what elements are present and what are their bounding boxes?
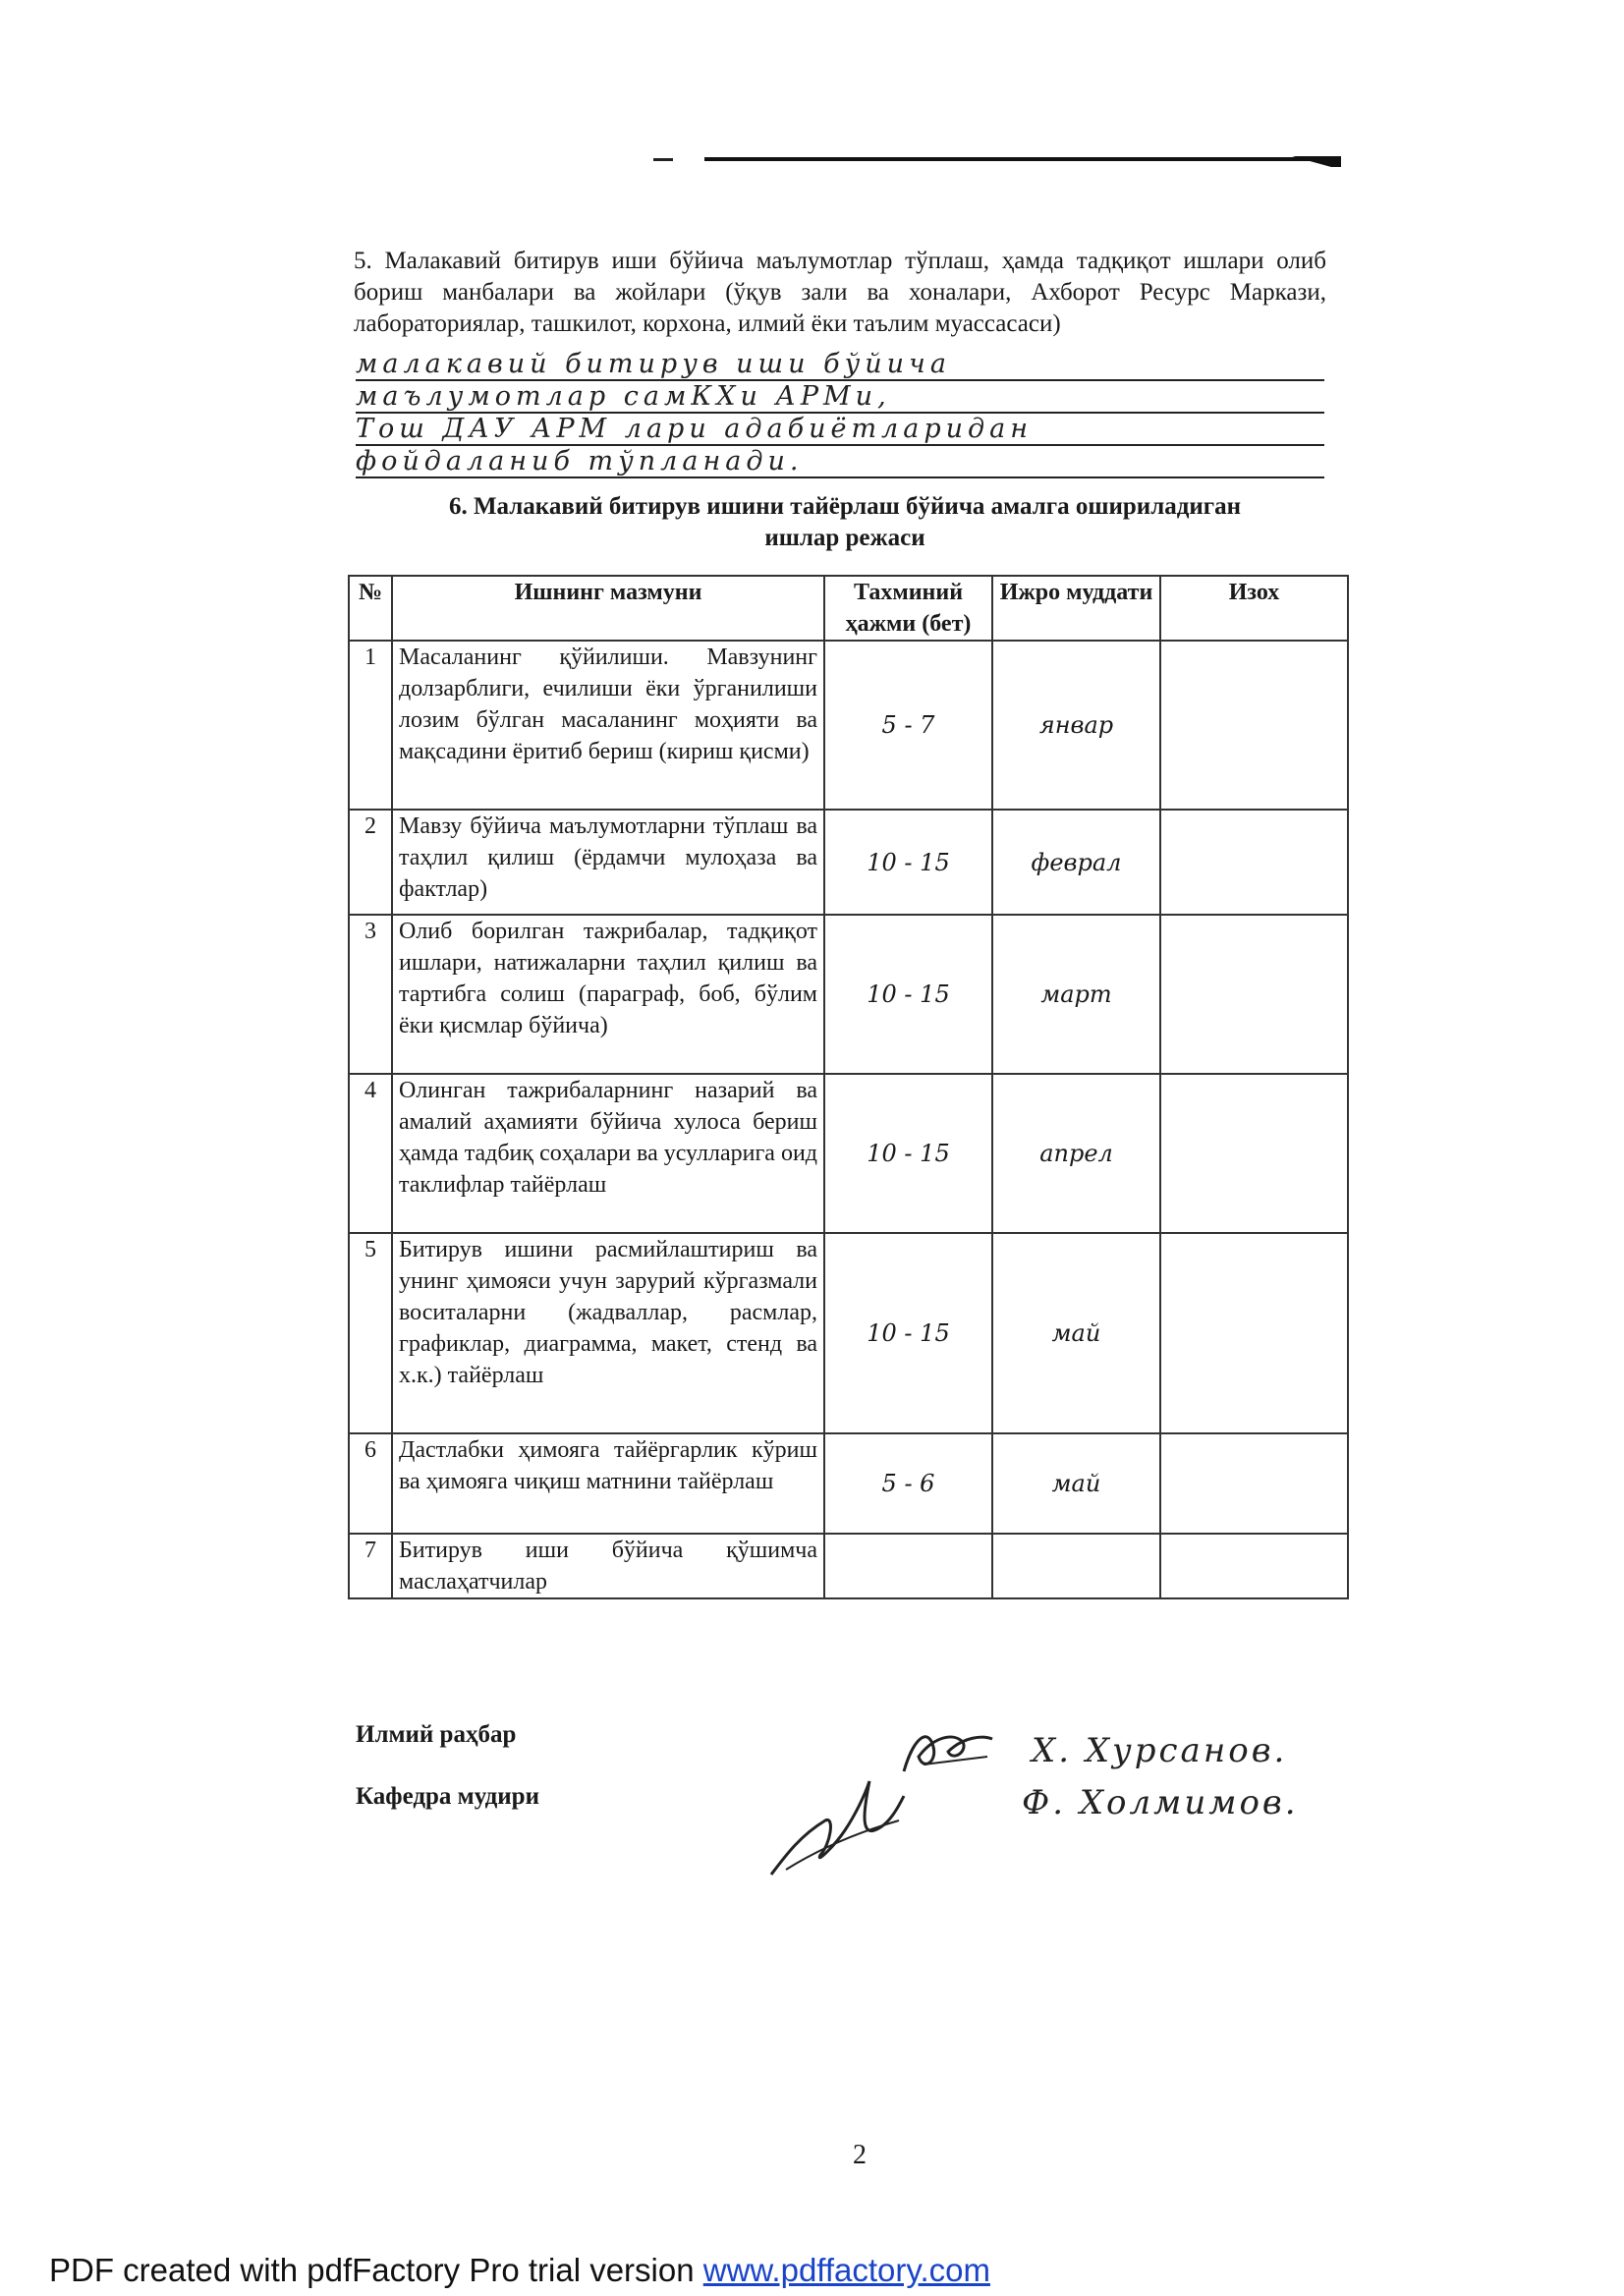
footer-text: PDF created with pdfFactory Pro trial version (49, 2252, 703, 2288)
row-note (1160, 1433, 1348, 1534)
row-num: 3 (349, 915, 392, 1074)
header-volume: Тахминий ҳажми (бет) (824, 576, 992, 641)
row-volume: 10 - 15 (824, 810, 992, 915)
row-deadline: май (992, 1233, 1160, 1433)
handwritten-line-1: малакавий битирув иши бўйича (356, 347, 1324, 381)
row-num: 4 (349, 1074, 392, 1233)
row-content: Битирув иши бўйича қўшимча маслаҳатчилар (392, 1534, 824, 1598)
row-note (1160, 1534, 1348, 1598)
row-volume: 10 - 15 (824, 1074, 992, 1233)
row-note (1160, 915, 1348, 1074)
section-6-title (373, 491, 1316, 554)
top-rule (653, 153, 1341, 167)
row-deadline: январ (992, 641, 1160, 810)
row-note (1160, 641, 1348, 810)
row-num: 2 (349, 810, 392, 915)
table-row (349, 1433, 1348, 1534)
row-content: Олинган тажрибаларнинг назарий ва амалий аҳамияти бўйича хулоса бериш ҳамда тадбиқ соҳалари ва усулларига оид таклифлар тайёрлаш (392, 1074, 824, 1233)
row-deadline (992, 1534, 1160, 1598)
table-row (349, 915, 1348, 1074)
row-content: Битирув ишини расмийлаштириш ва унинг ҳимояси учун зарурий кўргазмали воситаларни (жадваллар, расмлар, графиклар, диаграмма, макет, стенд ва х.к.) тайёрлаш (392, 1233, 824, 1433)
row-volume: 10 - 15 (824, 1233, 992, 1433)
row-content: Дастлабки ҳимояга тайёргарлик кўриш ва ҳимояга чиқиш матнини тайёрлаш (392, 1433, 824, 1534)
footer-link[interactable]: www.pdffactory.com (702, 2252, 990, 2288)
table-row (349, 1534, 1348, 1598)
row-content: Олиб борилган тажрибалар, тадқиқот ишлари, натижаларни таҳлил қилиш ва тартибга солиш (параграф, боб, бўлим ёки қисмлар бўйича) (392, 915, 824, 1074)
row-volume: 5 - 7 (824, 641, 992, 810)
header-note: Изох (1160, 576, 1348, 641)
header-content: Ишнинг мазмуни (392, 576, 824, 641)
row-volume: 10 - 15 (824, 915, 992, 1074)
section-6-title-line1: 6. Малакавий битирув ишини тайёрлаш бўйича амалга ошириладиган (448, 493, 1242, 520)
row-content: Масаланинг қўйилиши. Мавзунинг долзарблиги, ечилиши ёки ўрганилиши лозим бўлган масаланинг моҳияти ва мақсадини ёритиб бериш (кириш қисми) (392, 641, 824, 810)
head-of-department-name: Ф. Холмимов. (1022, 1783, 1299, 1822)
row-deadline: март (992, 915, 1160, 1074)
row-note (1160, 810, 1348, 915)
page-number: 2 (853, 2140, 867, 2170)
row-num: 5 (349, 1233, 392, 1433)
table-row (349, 641, 1348, 810)
header-num: № (349, 576, 392, 641)
supervisor-name: Х. Хурсанов. (1032, 1731, 1288, 1770)
row-note (1160, 1233, 1348, 1433)
row-deadline: май (992, 1433, 1160, 1534)
row-deadline: апрел (992, 1074, 1160, 1233)
work-plan-table (348, 575, 1349, 1599)
table-row (349, 1233, 1348, 1433)
header-deadline: Ижро муддати (992, 576, 1160, 641)
row-deadline: феврал (992, 810, 1160, 915)
row-num: 6 (349, 1433, 392, 1534)
row-content: Мавзу бўйича маълумотларни тўплаш ва таҳлил қилиш (ёрдамчи мулоҳаза ва фактлар) (392, 810, 824, 915)
row-volume: 5 - 6 (824, 1433, 992, 1534)
table-row (349, 1074, 1348, 1233)
handwritten-line-4: фойдаланиб тўпланади. (356, 444, 1324, 478)
handwritten-line-2: маълумотлар самКХи АРМи, (356, 379, 1324, 414)
row-note (1160, 1074, 1348, 1233)
table-header-row (349, 576, 1348, 641)
head-signature (766, 1776, 914, 1884)
section-6-title-line2: ишлар режаси (764, 525, 925, 551)
supervisor-label: Илмий раҳбар (356, 1721, 517, 1748)
row-num: 7 (349, 1534, 392, 1598)
handwritten-line-3: Тош ДАУ АРМ лари адабиётларидан (356, 412, 1324, 446)
table-row (349, 810, 1348, 915)
pdf-footer (49, 2252, 990, 2289)
section-5-text: 5. Малакавий битирув иши бўйича маълумотлар тўплаш, ҳамда тадқиқот ишлари олиб бориш манбалари ва жойлари (ўқув зали ва хоналари, Ахборот Ресурс Маркази, лабораториялар, ташкилот, корхона, илмий ёки таълим муассасаси) (354, 248, 1326, 337)
row-volume (824, 1534, 992, 1598)
head-of-department-label: Кафедра мудири (356, 1783, 539, 1810)
row-num: 1 (349, 641, 392, 810)
